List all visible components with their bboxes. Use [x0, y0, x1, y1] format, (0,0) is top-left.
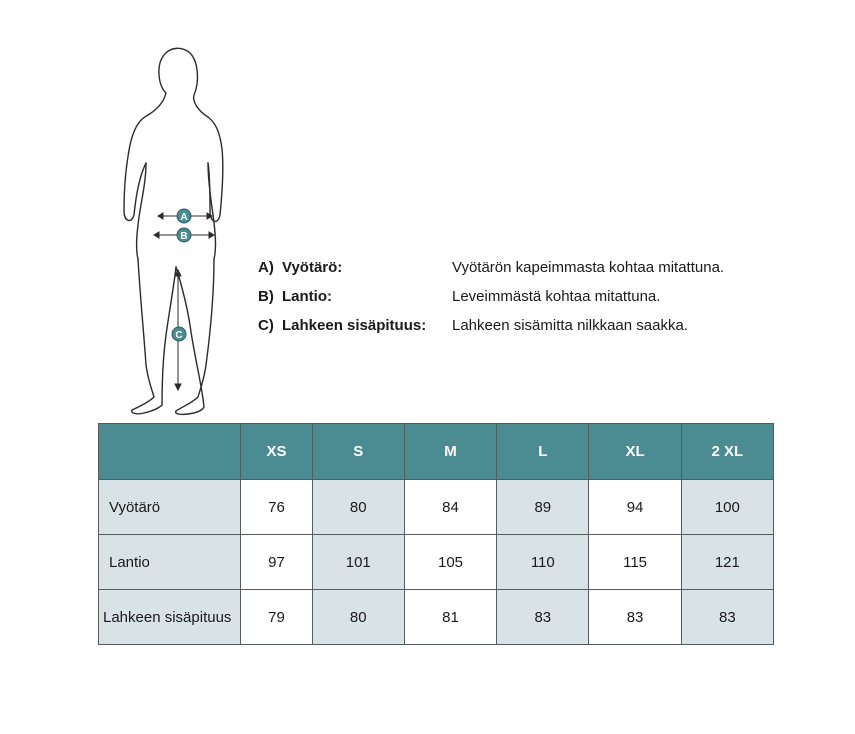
svg-text:B: B: [180, 231, 188, 242]
table-cell: 80: [312, 590, 404, 645]
row-label-hip: Lantio: [99, 535, 241, 590]
table-corner-cell: [99, 424, 241, 480]
table-row: [99, 590, 774, 645]
table-row: [99, 535, 774, 590]
size-header-xs: XS: [241, 424, 312, 480]
table-header-row: [99, 424, 774, 480]
silhouette-outline: [124, 48, 223, 414]
table-cell: 84: [404, 480, 496, 535]
table-cell: 101: [312, 535, 404, 590]
table-cell: 100: [681, 480, 773, 535]
legend-row-hip: [258, 287, 818, 316]
size-header-xl: XL: [589, 424, 681, 480]
legend-name: Lahkeen sisäpituus:: [282, 317, 427, 334]
table-row: [99, 480, 774, 535]
marker-b: [177, 228, 191, 242]
size-chart-table: [98, 423, 774, 645]
legend-description: Lahkeen sisämitta nilkkaan saakka.: [452, 317, 688, 334]
body-silhouette-figure: [118, 45, 238, 420]
table-cell: 83: [497, 590, 589, 645]
table-cell: 83: [681, 590, 773, 645]
table-cell: 76: [241, 480, 312, 535]
legend-name: Lantio:: [282, 288, 332, 305]
svg-text:C: C: [175, 330, 183, 341]
size-header-m: M: [404, 424, 496, 480]
size-header-s: S: [312, 424, 404, 480]
table-cell: 81: [404, 590, 496, 645]
size-header-2xl: 2 XL: [681, 424, 773, 480]
measurement-legend: [258, 258, 818, 345]
table-cell: 83: [589, 590, 681, 645]
row-label-waist: Vyötärö: [99, 480, 241, 535]
table-cell: 97: [241, 535, 312, 590]
table-cell: 89: [497, 480, 589, 535]
marker-c: [172, 327, 186, 341]
row-label-inseam: Lahkeen sisäpituus: [99, 590, 241, 645]
table-cell: 105: [404, 535, 496, 590]
legend-description: Vyötärön kapeimmasta kohtaa mitattuna.: [452, 259, 725, 276]
table-cell: 80: [312, 480, 404, 535]
legend-letter: C): [258, 317, 274, 334]
size-header-l: L: [497, 424, 589, 480]
legend-letter: B): [258, 288, 274, 305]
marker-a: [177, 209, 191, 223]
table-cell: 94: [589, 480, 681, 535]
legend-letter: A): [258, 259, 274, 276]
legend-description: Leveimmästä kohtaa mitattuna.: [452, 288, 661, 305]
legend-name: Vyötärö:: [282, 259, 343, 276]
table-cell: 110: [497, 535, 589, 590]
table-cell: 121: [681, 535, 773, 590]
legend-row-inseam: [258, 316, 818, 345]
table-cell: 115: [589, 535, 681, 590]
legend-row-waist: [258, 258, 818, 287]
table-cell: 79: [241, 590, 312, 645]
svg-text:A: A: [180, 212, 188, 223]
